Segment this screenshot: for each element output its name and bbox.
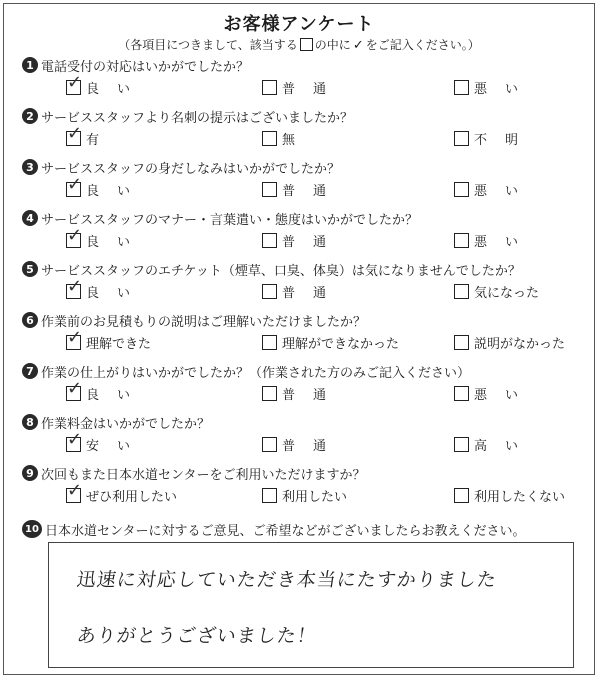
question-text: 作業の仕上がりはいかがでしたか？（作業された方のみご記入ください） [41, 365, 471, 381]
instruction-line [4, 36, 594, 53]
checkmark-icon: ✓ [352, 38, 364, 53]
question-7 [22, 362, 592, 403]
option-checkbox[interactable] [262, 233, 277, 248]
option-2[interactable] [262, 180, 344, 199]
option-checkbox[interactable] [454, 335, 469, 350]
survey-sheet [3, 3, 595, 675]
option-2[interactable] [262, 78, 344, 97]
option-2[interactable] [262, 333, 399, 352]
option-label: 気になった [474, 286, 540, 301]
option-label: 普通 [282, 439, 345, 454]
option-checkbox[interactable] [66, 429, 83, 452]
option-3[interactable] [454, 384, 536, 403]
checkmark-icon: ✓ [67, 276, 83, 297]
question-number-badge: 8 [22, 414, 38, 430]
instruction-pre: （各項目につきまして、該当する [118, 38, 298, 52]
question-6 [22, 311, 592, 352]
option-3[interactable] [454, 435, 536, 454]
instruction-mid: の中に [314, 38, 351, 52]
option-checkbox[interactable] [262, 437, 277, 452]
option-label: 良い [86, 235, 149, 250]
option-label: 普通 [282, 286, 345, 301]
question-text: 電話受付の対応はいかがでしたか？ [41, 59, 250, 75]
option-label: 理解ができなかった [282, 337, 400, 352]
option-3[interactable] [454, 282, 539, 301]
question-number-badge: 3 [22, 159, 38, 175]
option-checkbox[interactable] [454, 182, 469, 197]
question-number-badge: 6 [22, 312, 38, 328]
checkmark-icon: ✓ [67, 480, 83, 501]
option-checkbox[interactable] [66, 378, 83, 401]
checkmark-icon: ✓ [67, 327, 83, 348]
option-checkbox[interactable] [262, 335, 277, 350]
option-checkbox[interactable] [454, 284, 469, 299]
question-number-badge: 10 [22, 520, 42, 538]
option-label: 不明 [474, 133, 537, 148]
question-3 [22, 158, 592, 199]
option-1[interactable] [66, 276, 149, 301]
checkmark-icon: ✓ [67, 225, 83, 246]
checkmark-icon: ✓ [67, 123, 83, 144]
question-number-badge: 7 [22, 363, 38, 379]
option-checkbox[interactable] [262, 80, 277, 95]
option-label: 普通 [282, 388, 345, 403]
checkmark-icon: ✓ [67, 378, 83, 399]
option-3[interactable] [454, 129, 536, 148]
option-checkbox[interactable] [66, 123, 83, 146]
option-checkbox[interactable] [262, 488, 277, 503]
option-1[interactable] [66, 123, 118, 148]
option-2[interactable] [262, 231, 344, 250]
option-label: 良い [86, 82, 149, 97]
option-checkbox[interactable] [262, 131, 277, 146]
option-label: 普通 [282, 82, 345, 97]
option-label: 理解できた [86, 337, 152, 352]
option-checkbox[interactable] [66, 327, 83, 350]
option-checkbox[interactable] [454, 233, 469, 248]
option-label: 無 [282, 133, 314, 148]
option-checkbox[interactable] [66, 225, 83, 248]
option-1[interactable] [66, 429, 149, 454]
option-checkbox[interactable] [454, 131, 469, 146]
option-label: 普通 [282, 184, 345, 199]
option-checkbox[interactable] [66, 72, 83, 95]
question-2 [22, 107, 592, 148]
question-text: 作業前のお見積もりの説明はご理解いただけましたか？ [41, 314, 367, 330]
question-5 [22, 260, 592, 301]
sample-checkbox-icon [300, 38, 313, 51]
question-9 [22, 464, 592, 505]
option-checkbox[interactable] [454, 488, 469, 503]
question-text: サービススタッフのエチケット（煙草、口臭、体臭）は気になりませんでしたか？ [41, 263, 521, 279]
option-label: 悪い [474, 388, 537, 403]
question-8 [22, 413, 592, 454]
checkmark-icon: ✓ [67, 429, 83, 450]
question-4 [22, 209, 592, 250]
option-checkbox[interactable] [262, 386, 277, 401]
option-label: 悪い [474, 82, 537, 97]
comment-box[interactable] [48, 542, 574, 668]
option-3[interactable] [454, 78, 536, 97]
question-number-badge: 2 [22, 108, 38, 124]
checkmark-icon: ✓ [67, 174, 83, 195]
option-2[interactable] [262, 435, 344, 454]
option-3[interactable] [454, 231, 536, 250]
question-number-badge: 9 [22, 465, 38, 481]
question-text: 日本水道センターに対するご意見、ご希望などがございましたらお教えください。 [45, 523, 526, 539]
question-10 [22, 520, 592, 538]
option-2[interactable] [262, 384, 344, 403]
option-label: ぜひ利用したい [86, 490, 178, 505]
option-label: 説明がなかった [474, 337, 566, 352]
option-checkbox[interactable] [454, 437, 469, 452]
option-label: 普通 [282, 235, 345, 250]
option-checkbox[interactable] [262, 182, 277, 197]
option-1[interactable] [66, 174, 149, 199]
question-text: 次回もまた日本水道センターをご利用いただけますか？ [41, 467, 366, 483]
handwritten-comment-line-2: ありがとうございました！ [75, 625, 319, 647]
option-label: 良い [86, 286, 149, 301]
question-text: サービススタッフのマナー・言葉遣い・態度はいかがでしたか？ [41, 212, 419, 228]
instruction-post: をご記入ください。） [365, 38, 480, 52]
option-checkbox[interactable] [66, 480, 83, 503]
option-label: 良い [86, 184, 149, 199]
question-number-badge: 5 [22, 261, 38, 277]
option-1[interactable] [66, 480, 178, 505]
option-1[interactable] [66, 225, 149, 250]
option-2[interactable] [262, 486, 347, 505]
question-number-badge: 4 [22, 210, 38, 226]
option-1[interactable] [66, 327, 152, 352]
option-label: 安い [86, 439, 149, 454]
question-number-badge: 1 [22, 57, 38, 73]
handwritten-comment-line-1: 迅速に対応していただき本当にたすかりました [75, 569, 499, 591]
checkmark-icon: ✓ [67, 72, 83, 93]
option-label: 悪い [474, 235, 537, 250]
option-1[interactable] [66, 378, 149, 403]
option-label: 高い [474, 439, 537, 454]
option-label: 利用したくない [474, 490, 566, 505]
question-text: 作業料金はいかがでしたか？ [41, 416, 211, 432]
question-text: サービススタッフの身だしなみはいかがでしたか？ [41, 161, 341, 177]
option-3[interactable] [454, 180, 536, 199]
option-checkbox[interactable] [66, 174, 83, 197]
option-3[interactable] [454, 333, 565, 352]
option-label: 悪い [474, 184, 537, 199]
option-label: 有 [86, 133, 118, 148]
option-checkbox[interactable] [454, 80, 469, 95]
question-text: サービススタッフより名刺の提示はございましたか？ [41, 110, 354, 126]
option-label: 良い [86, 388, 149, 403]
question-1 [22, 56, 592, 97]
option-checkbox[interactable] [454, 386, 469, 401]
option-2[interactable] [262, 282, 344, 301]
option-checkbox[interactable] [66, 276, 83, 299]
option-2[interactable] [262, 129, 313, 148]
option-3[interactable] [454, 486, 565, 505]
option-checkbox[interactable] [262, 284, 277, 299]
option-label: 利用したい [282, 490, 348, 505]
option-1[interactable] [66, 72, 149, 97]
survey-title: お客様アンケート [223, 14, 375, 35]
